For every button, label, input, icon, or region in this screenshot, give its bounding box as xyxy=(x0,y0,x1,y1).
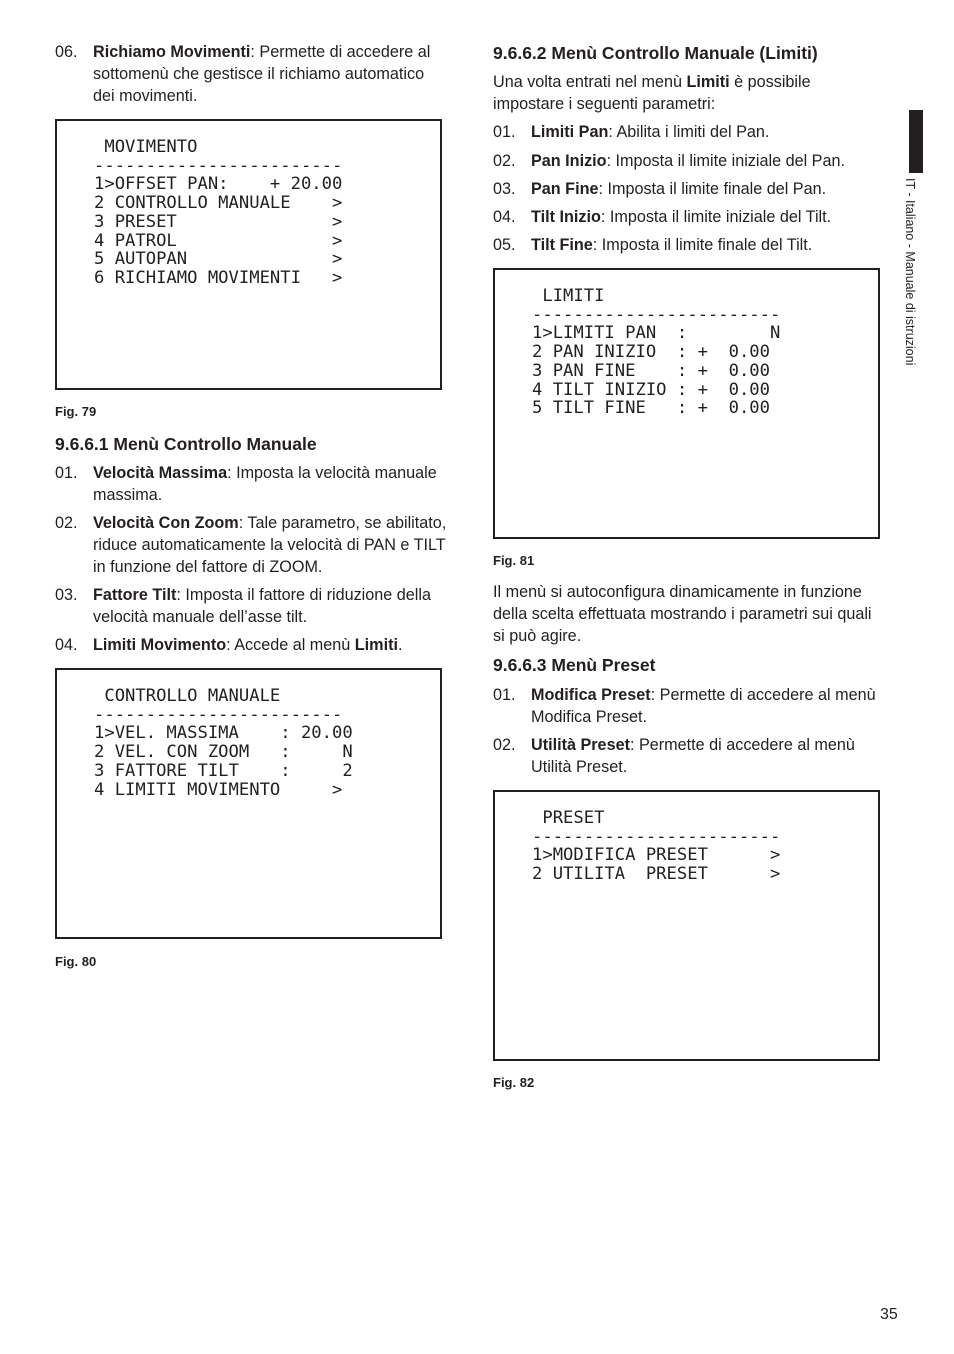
paragraph-line: si può agire. xyxy=(493,627,582,645)
item-text: dei movimenti. xyxy=(93,87,198,105)
osd-menu-text: PRESET ------------------------ 1>MODIFICA PRESET > 2 UTILITA PRESET > xyxy=(532,808,781,885)
figure-caption: Fig. 81 xyxy=(493,553,535,568)
figure-caption: Fig. 80 xyxy=(55,954,97,969)
item-term: Pan Fine xyxy=(531,180,599,198)
osd-menu-text: LIMITI ------------------------ 1>LIMITI PAN : N 2 PAN INIZIO : + 0.00 3 PAN FINE : + 0.00 4 TILT INIZIO : + 0.00 5 TILT FINE : + 0.00 xyxy=(532,286,781,419)
item-text: sottomenù che gestisce il richiamo automatico xyxy=(93,65,425,83)
item-number: 05. xyxy=(493,236,516,254)
osd-menu-text: CONTROLLO MANUALE ------------------------ 1>VEL. MASSIMA : 20.00 2 VEL. CON ZOOM : N 3 FATTORE TILT : 2 4 LIMITI MOVIMENTO > xyxy=(94,686,353,800)
item-text: : Accede al menù xyxy=(226,636,355,654)
item-text: : Imposta il limite iniziale del Tilt. xyxy=(600,208,832,226)
intro-text: impostare i seguenti parametri: xyxy=(493,95,716,113)
page-number: 35 xyxy=(880,1306,898,1323)
item-term: Tilt Inizio xyxy=(531,208,601,226)
item-term: Limiti Pan xyxy=(531,123,609,141)
intro-text: è possibile xyxy=(729,73,811,91)
paragraph-line: Il menù si autoconfigura dinamicamente in funzione xyxy=(493,583,862,601)
side-tab-marker xyxy=(909,110,923,173)
item-number: 01. xyxy=(493,123,516,141)
item-term: Velocità Massima xyxy=(93,464,228,482)
item-number: 06. xyxy=(55,43,78,61)
item-term: Modifica Preset xyxy=(531,686,651,704)
intro-paragraph xyxy=(493,71,903,115)
figure-caption: Fig. 79 xyxy=(55,404,97,419)
section-heading: 9.6.6.1 Menù Controllo Manuale xyxy=(55,434,317,454)
item-text: in funzione del fattore di ZOOM. xyxy=(93,558,323,576)
item-number: 04. xyxy=(493,208,516,226)
item-text: : Permette di accedere al menù xyxy=(650,686,876,704)
side-language-label xyxy=(905,178,929,408)
item-term: Pan Inizio xyxy=(531,152,607,170)
item-term: Limiti xyxy=(354,636,398,654)
item-number: 01. xyxy=(55,464,78,482)
item-number: 04. xyxy=(55,636,78,654)
intro-text: Una volta entrati nel menù xyxy=(493,73,687,91)
item-number: 03. xyxy=(493,180,516,198)
item-number: 01. xyxy=(493,686,516,704)
item-text: : Tale parametro, se abilitato, xyxy=(238,514,447,532)
item-number: 02. xyxy=(493,736,516,754)
item-text: Utilità Preset. xyxy=(531,758,628,776)
osd-menu-text: MOVIMENTO ------------------------ 1>OFFSET PAN: + 20.00 2 CONTROLLO MANUALE > 3 PRESET > 4 PATROL > 5 AUTOPAN > 6 RICHIAMO MOVIMENTI > xyxy=(94,137,343,288)
osd-menu-limiti xyxy=(493,268,880,539)
item-term: Fattore Tilt xyxy=(93,586,177,604)
item-text: : Abilita i limiti del Pan. xyxy=(608,123,770,141)
item-text: : Imposta il limite finale del Tilt. xyxy=(592,236,813,254)
figure-caption: Fig. 82 xyxy=(493,1075,535,1090)
item-number: 03. xyxy=(55,586,78,604)
osd-menu-preset xyxy=(493,790,880,1061)
item-text: : Imposta il fattore di riduzione della xyxy=(176,586,431,604)
item-term: Tilt Fine xyxy=(531,236,593,254)
paragraph-line: della scelta effettuata mostrando i parametri sui quali xyxy=(493,605,872,623)
item-text: . xyxy=(397,636,403,654)
item-text: : Permette di accedere al xyxy=(250,43,431,61)
item-number: 02. xyxy=(55,514,78,532)
item-text: riduce automaticamente la velocità di PAN e TILT xyxy=(93,536,446,554)
section-heading: 9.6.6.2 Menù Controllo Manuale (Limiti) xyxy=(493,43,818,63)
item-text: : Imposta il limite finale del Pan. xyxy=(598,180,827,198)
item-term: Utilità Preset xyxy=(531,736,630,754)
intro-term: Limiti xyxy=(686,73,730,91)
section-heading: 9.6.6.3 Menù Preset xyxy=(493,655,656,675)
osd-menu-controllo-manuale xyxy=(55,668,442,939)
osd-menu-movimento xyxy=(55,119,442,390)
item-text: massima. xyxy=(93,486,163,504)
body-paragraph xyxy=(493,581,903,647)
item-term: Richiamo Movimenti xyxy=(93,43,251,61)
item-text: : Permette di accedere al menù xyxy=(629,736,855,754)
item-text: velocità manuale dell’asse tilt. xyxy=(93,608,308,626)
item-term: Limiti Movimento xyxy=(93,636,227,654)
item-text: : Imposta la velocità manuale xyxy=(227,464,437,482)
item-text: Modifica Preset. xyxy=(531,708,648,726)
item-number: 02. xyxy=(493,152,516,170)
item-term: Velocità Con Zoom xyxy=(93,514,239,532)
item-text: : Imposta il limite iniziale del Pan. xyxy=(606,152,845,170)
side-label-text: IT - Italiano - Manuale di istruzioni xyxy=(903,178,917,366)
